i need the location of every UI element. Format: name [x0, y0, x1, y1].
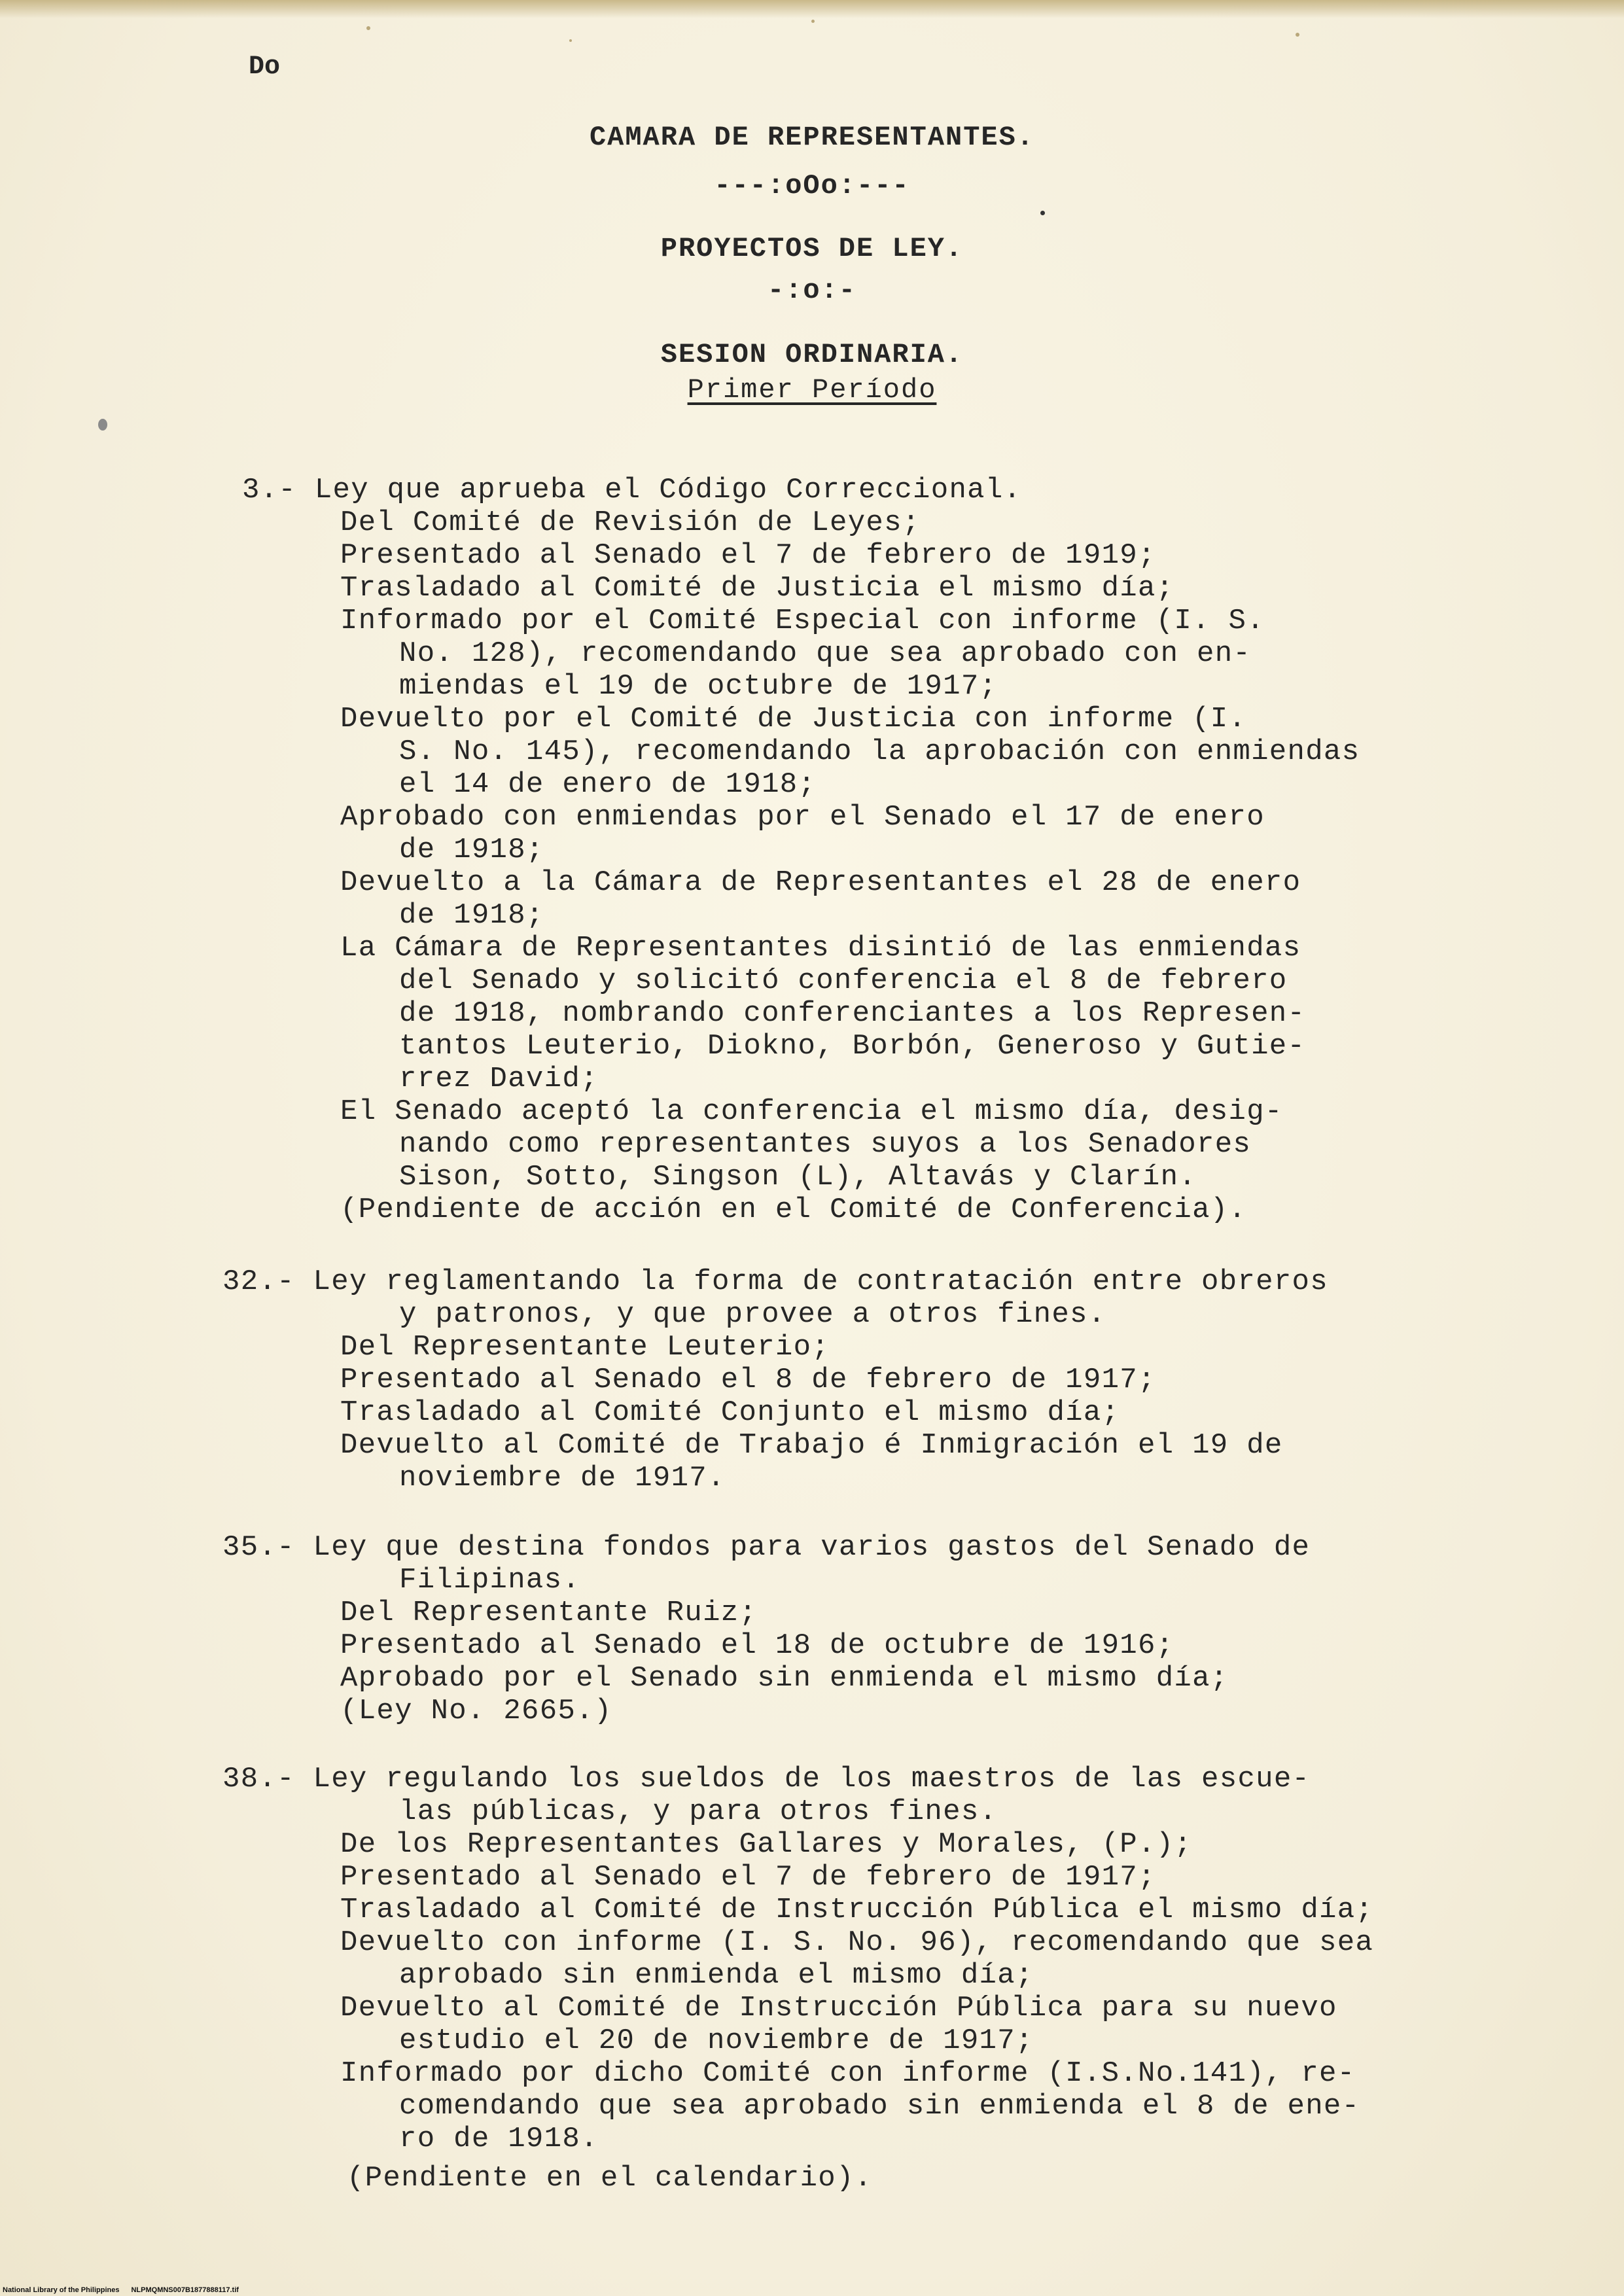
bill-line: y patronos, y que provee a otros fines. — [399, 1298, 1106, 1331]
library-name: National Library of the Philippines — [3, 2286, 120, 2294]
bill-status: (Pendiente en el calendario). — [347, 2162, 873, 2195]
scan-speck — [569, 39, 572, 42]
bill-line: rrez David; — [399, 1063, 599, 1095]
bill-line: La Cámara de Representantes disintió de las enmiendas — [340, 932, 1301, 964]
bill-line: del Senado y solicitó conferencia el 8 de febrero — [399, 964, 1288, 997]
bill-line: de 1918; — [399, 834, 544, 866]
bill-line: Trasladado al Comité de Instrucción Pública el mismo día; — [340, 1894, 1374, 1926]
bill-line: Presentado al Senado el 18 de octubre de 1916; — [340, 1629, 1174, 1662]
scan-speck — [98, 419, 107, 431]
bill-line: S. No. 145), recomendando la aprobación con enmiendas — [399, 735, 1360, 768]
bill-line: El Senado aceptó la conferencia el mismo día, desig- — [340, 1095, 1283, 1128]
scan-footer — [3, 2286, 251, 2294]
bill-line: Informado por el Comité Especial con informe (I. S. — [340, 605, 1265, 637]
corner-mark: Do — [249, 52, 281, 82]
bill-line: Devuelto con informe (I. S. No. 96), recomendando que sea — [340, 1926, 1374, 1959]
bill-line: De los Representantes Gallares y Morales, (P.); — [340, 1828, 1193, 1861]
bill-line: Presentado al Senado el 7 de febrero de 1919; — [340, 539, 1156, 572]
bill-line: Filipinas. — [399, 1564, 581, 1597]
bill-line: Presentado al Senado el 8 de febrero de 1917; — [340, 1364, 1156, 1396]
period-label: Primer Período — [687, 374, 937, 406]
bill-line: noviembre de 1917. — [399, 1462, 726, 1494]
session-heading: SESION ORDINARIA. — [660, 339, 964, 370]
bill-line: Informado por dicho Comité con informe (I.S.No.141), re- — [340, 2057, 1356, 2090]
bill-status: (Pendiente de acción en el Comité de Conferencia). — [340, 1193, 1247, 1226]
bill-line: Trasladado al Comité de Justicia el mismo día; — [340, 572, 1174, 605]
scan-speck — [1040, 211, 1045, 215]
separator-1: ---:oOo:--- — [714, 170, 910, 202]
bill-line: ro de 1918. — [399, 2123, 599, 2155]
bill-line: de 1918, nombrando conferenciantes a los Represen- — [399, 997, 1306, 1030]
chamber-heading: CAMARA DE REPRESENTANTES. — [589, 122, 1035, 153]
scan-speck — [366, 26, 370, 30]
bill-line: Devuelto al Comité de Instrucción Pública para su nuevo — [340, 1992, 1337, 2024]
bills-title: PROYECTOS DE LEY. — [660, 233, 964, 264]
bill-line: estudio el 20 de noviembre de 1917; — [399, 2024, 1034, 2057]
bill-line: Devuelto a la Cámara de Representantes el 28 de enero — [340, 866, 1301, 899]
bill-line: nando como representantes suyos a los Senadores — [399, 1128, 1252, 1161]
bill-line: Presentado al Senado el 7 de febrero de 1917; — [340, 1861, 1156, 1894]
bill-title: 3.- Ley que aprueba el Código Correccional. — [242, 474, 1022, 506]
bill-line: Trasladado al Comité Conjunto el mismo día; — [340, 1396, 1120, 1429]
file-id: NLPMQMNS007B1877888117.tif — [131, 2286, 239, 2294]
bill-line: las públicas, y para otros fines. — [399, 1795, 998, 1828]
bill-line: tantos Leuterio, Diokno, Borbón, Generoso y Gutie- — [399, 1030, 1306, 1063]
bill-line: de 1918; — [399, 899, 544, 932]
bill-line: miendas el 19 de octubre de 1917; — [399, 670, 998, 703]
bill-line: el 14 de enero de 1918; — [399, 768, 817, 801]
bill-status: (Ley No. 2665.) — [340, 1695, 612, 1727]
period-heading — [0, 374, 1624, 406]
scan-speck — [1296, 33, 1299, 37]
bill-line: Aprobado con enmiendas por el Senado el 17 de enero — [340, 801, 1265, 834]
separator-2: -:o:- — [767, 275, 857, 306]
bill-line: Del Comité de Revisión de Leyes; — [340, 506, 921, 539]
paper-edge — [0, 0, 1624, 18]
bill-line: comendando que sea aprobado sin enmienda el 8 de ene- — [399, 2090, 1360, 2123]
scan-speck — [811, 20, 815, 23]
bill-line: Aprobado por el Senado sin enmienda el mismo día; — [340, 1662, 1229, 1695]
bill-line: Devuelto al Comité de Trabajo é Inmigración el 19 de — [340, 1429, 1283, 1462]
bill-title: 38.- Ley regulando los sueldos de los maestros de las escue- — [222, 1763, 1311, 1795]
bill-line: Devuelto por el Comité de Justicia con informe (I. — [340, 703, 1247, 735]
bill-line: Del Representante Leuterio; — [340, 1331, 830, 1364]
bill-line: aprobado sin enmienda el mismo día; — [399, 1959, 1034, 1992]
bill-line: Del Representante Ruiz; — [340, 1597, 758, 1629]
bill-line: No. 128), recomendando que sea aprobado con en- — [399, 637, 1252, 670]
bill-title: 32.- Ley reglamentando la forma de contratación entre obreros — [222, 1265, 1328, 1298]
bill-title: 35.- Ley que destina fondos para varios gastos del Senado de — [222, 1531, 1311, 1564]
bill-line: Sison, Sotto, Singson (L), Altavás y Clarín. — [399, 1161, 1197, 1193]
